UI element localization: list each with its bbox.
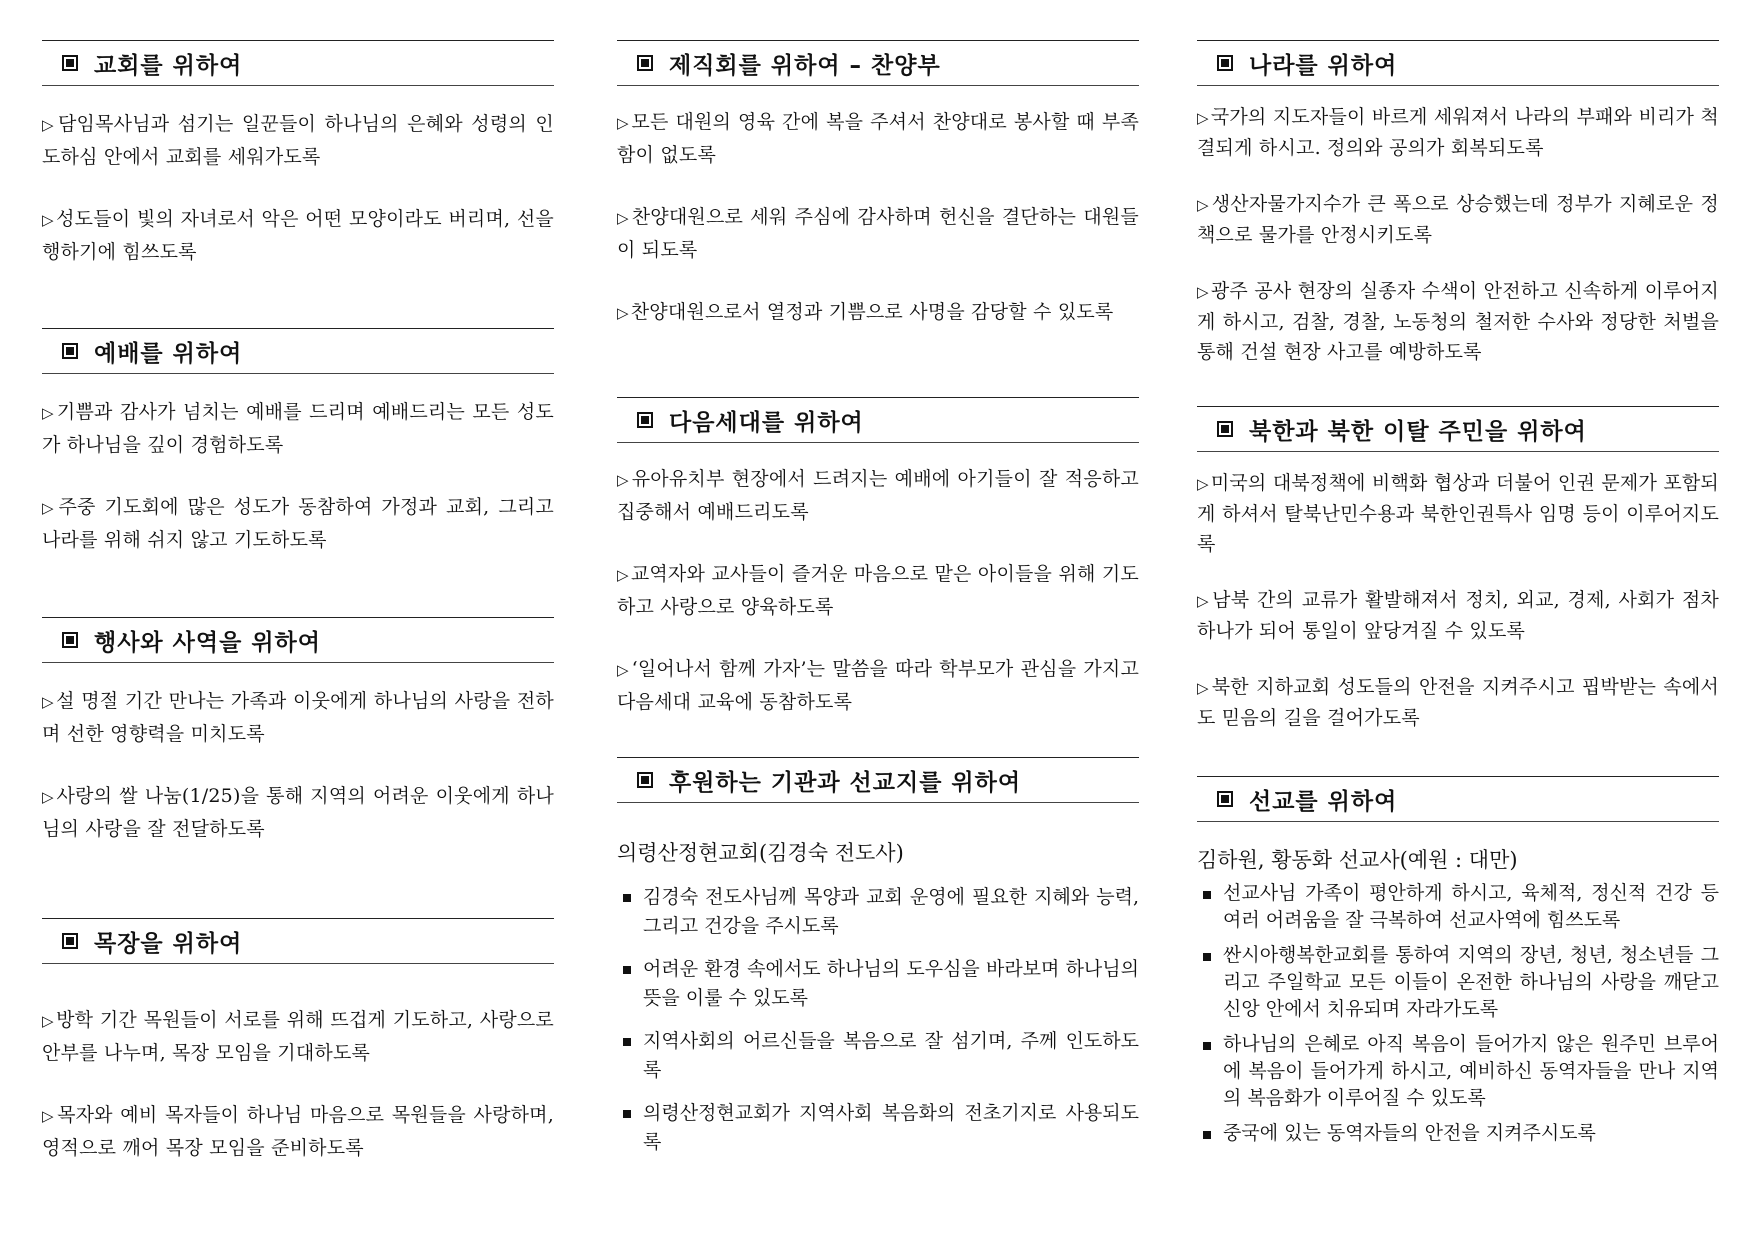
triangle-marker-icon: ▷ [617,661,630,679]
mission-church-name: 의령산정현교회(김경숙 전도사) [617,841,904,865]
section-header [42,328,554,374]
section-nation [1197,40,1719,393]
triangle-marker-icon: ▷ [617,566,629,584]
section-header [1197,40,1719,86]
triangle-marker-icon: ▷ [42,116,56,134]
section-header [1197,776,1719,822]
section-church [42,40,554,298]
bullet-item: 하나님의 은혜로 아직 복음이 들어가지 않은 원주민 브루어에 복음이 들어가게 하시고, 예비하신 동역자들을 만나 지역의 복음화가 이루어질 수 있도록 [1197,1031,1719,1112]
section-missions [1197,776,1719,1155]
triangle-marker-icon: ▷ [617,209,630,227]
section-header [1197,406,1719,452]
triangle-marker-icon: ▷ [42,404,55,422]
section-title: 후원하는 기관과 선교지를 위하여 [669,769,1022,796]
prayer-item: ▷ 성도들이 빛의 자녀로서 악은 어떤 모양이라도 버리며, 선을 행하기에 힘쓰도록 [42,208,554,263]
bullet-list [1197,880,1719,1147]
missionary-name: 김하원, 황동화 선교사(예원 : 대만) [1197,848,1518,872]
section-worship [42,328,554,586]
triangle-marker-icon: ▷ [617,471,630,489]
triangle-marker-icon: ▷ [617,304,629,322]
bullet-item: 중국에 있는 동역자들의 안전을 지켜주시도록 [1197,1120,1719,1147]
bullet-item: 의령산정현교회가 지역사회 복음화의 전초기지로 사용되도록 [617,1099,1139,1157]
section-north-korea [1197,406,1719,759]
bullet-item: 선교사님 가족이 평안하게 하시고, 육체적, 정신적 건강 등 여러 어려움을 잘 극복하여 선교사역에 힘쓰도록 [1197,880,1719,934]
prayer-item: ▷ 모든 대원의 영육 간에 복을 주셔서 찬양대로 봉사할 때 부족함이 없도록 [617,111,1139,166]
section-title: 나라를 위하여 [1249,52,1398,79]
section-cell-group [42,918,554,1194]
triangle-marker-icon: ▷ [1197,475,1209,493]
prayer-item: ▷ 생산자물가지수가 큰 폭으로 상승했는데 정부가 지혜로운 정책으로 물가를 안정시키도록 [1197,193,1719,246]
section-supported-missions [617,757,1139,1171]
section-title: 다음세대를 위하여 [669,409,864,436]
section-title: 선교를 위하여 [1249,788,1398,815]
section-header [42,617,554,663]
prayer-item: ▷ 주중 기도회에 많은 성도가 동참하여 가정과 교회, 그리고 나라를 위해 쉬지 않고 기도하도록 [42,496,554,551]
prayer-item: ▷ 국가의 지도자들이 바르게 세워져서 나라의 부패와 비리가 척결되게 하시고. 정의와 공의가 회복되도록 [1197,106,1719,159]
triangle-marker-icon: ▷ [1197,196,1210,214]
section-header [617,757,1139,803]
triangle-marker-icon: ▷ [42,1012,55,1030]
triangle-marker-icon: ▷ [42,1107,56,1125]
square-in-square-icon [62,343,78,359]
square-in-square-icon [62,55,78,71]
section-title: 예배를 위하여 [94,340,243,367]
bullet-item: 김경숙 전도사님께 목양과 교회 운영에 필요한 지혜와 능력, 그리고 건강을 주시도록 [617,883,1139,941]
prayer-item: ▷ 사랑의 쌀 나눔(1/25)을 통해 지역의 어려운 이웃에게 하나님의 사랑을 잘 전달하도록 [42,785,554,840]
prayer-item: ▷ 목자와 예비 목자들이 하나님 마음으로 목원들을 사랑하며, 영적으로 깨어 목장 모임을 준비하도록 [42,1104,554,1159]
prayer-item: ▷ 남북 간의 교류가 활발해져서 정치, 외교, 경제, 사회가 점차 하나가 되어 통일이 앞당겨질 수 있도록 [1197,589,1719,642]
triangle-marker-icon: ▷ [42,788,55,806]
prayer-item: ▷ 담임목사님과 섬기는 일꾼들이 하나님의 은혜와 성령의 인도하심 안에서 교회를 세워가도록 [42,113,554,168]
section-title: 목장을 위하여 [94,930,243,957]
triangle-marker-icon: ▷ [1197,679,1210,697]
section-title: 행사와 사역을 위하여 [94,629,321,656]
prayer-item: ▷ 유아유치부 현장에서 드려지는 예배에 아기들이 잘 적응하고 집중해서 예배드리도록 [617,468,1139,523]
square-in-square-icon [1217,421,1233,437]
section-title: 교회를 위하여 [94,52,243,79]
section-header [42,40,554,86]
section-title: 제직회를 위하여 – 찬양부 [669,52,941,79]
triangle-marker-icon: ▷ [1197,592,1211,610]
prayer-item: ▷ 기쁨과 감사가 넘치는 예배를 드리며 예배드리는 모든 성도가 하나님을 깊이 경험하도록 [42,401,554,456]
triangle-marker-icon: ▷ [1197,283,1209,301]
bullet-item: 싼시아행복한교회를 통하여 지역의 장년, 청년, 청소년들 그리고 주일학교 모든 이들이 온전한 하나님의 사랑을 깨닫고 신앙 안에서 치유되며 자라가도록 [1197,942,1719,1023]
square-in-square-icon [1217,791,1233,807]
bullet-item: 어려운 환경 속에서도 하나님의 도우심을 바라보며 하나님의 뜻을 이룰 수 있도록 [617,955,1139,1013]
square-in-square-icon [637,412,653,428]
triangle-marker-icon: ▷ [1197,109,1209,127]
triangle-marker-icon: ▷ [42,211,55,229]
prayer-item: ▷ 북한 지하교회 성도들의 안전을 지켜주시고 핍박받는 속에서도 믿음의 길을 걸어가도록 [1197,676,1719,729]
square-in-square-icon [1217,55,1233,71]
triangle-marker-icon: ▷ [42,693,55,711]
square-in-square-icon [62,933,78,949]
section-events [42,617,554,875]
triangle-marker-icon: ▷ [617,114,630,132]
square-in-square-icon [637,55,653,71]
section-header [617,40,1139,86]
prayer-item: ▷ 설 명절 기간 만나는 가족과 이웃에게 하나님의 사랑을 전하며 선한 영향력을 미치도록 [42,690,554,745]
bullet-item: 지역사회의 어르신들을 복음으로 잘 섬기며, 주께 인도하도록 [617,1027,1139,1085]
prayer-item: ▷ 미국의 대북정책에 비핵화 협상과 더불어 인권 문제가 포함되게 하셔서 탈북난민수용과 북한인권특사 임명 등이 이루어지도록 [1197,472,1719,555]
prayer-item: ▷ 찬양대원으로서 열정과 기쁨으로 사명을 감당할 수 있도록 [617,301,1114,323]
prayer-item: ▷ ‘일어나서 함께 가자’는 말씀을 따라 학부모가 관심을 가지고 다음세대 교육에 동참하도록 [617,658,1139,713]
section-header [42,918,554,964]
square-in-square-icon [637,772,653,788]
prayer-item: ▷ 교역자와 교사들이 즐거운 마음으로 맡은 아이들을 위해 기도하고 사랑으로 양육하도록 [617,563,1139,618]
prayer-item: ▷ 찬양대원으로 세워 주심에 감사하며 헌신을 결단하는 대원들이 되도록 [617,206,1139,261]
prayer-item: ▷ 방학 기간 목원들이 서로를 위해 뜨겁게 기도하고, 사랑으로 안부를 나누며, 목장 모임을 기대하도록 [42,1009,554,1064]
section-header [617,397,1139,443]
section-title: 북한과 북한 이탈 주민을 위하여 [1249,418,1587,445]
square-in-square-icon [62,632,78,648]
section-next-generation [617,397,1139,748]
triangle-marker-icon: ▷ [42,499,57,517]
bullet-list [617,883,1139,1157]
prayer-item: ▷ 광주 공사 현장의 실종자 수색이 안전하고 신속하게 이루어지게 하시고, 검찰, 경찰, 노동청의 철저한 수사와 정당한 처벌을 통해 건설 현장 사고를 예방하도록 [1197,280,1719,363]
section-choir [617,40,1139,359]
